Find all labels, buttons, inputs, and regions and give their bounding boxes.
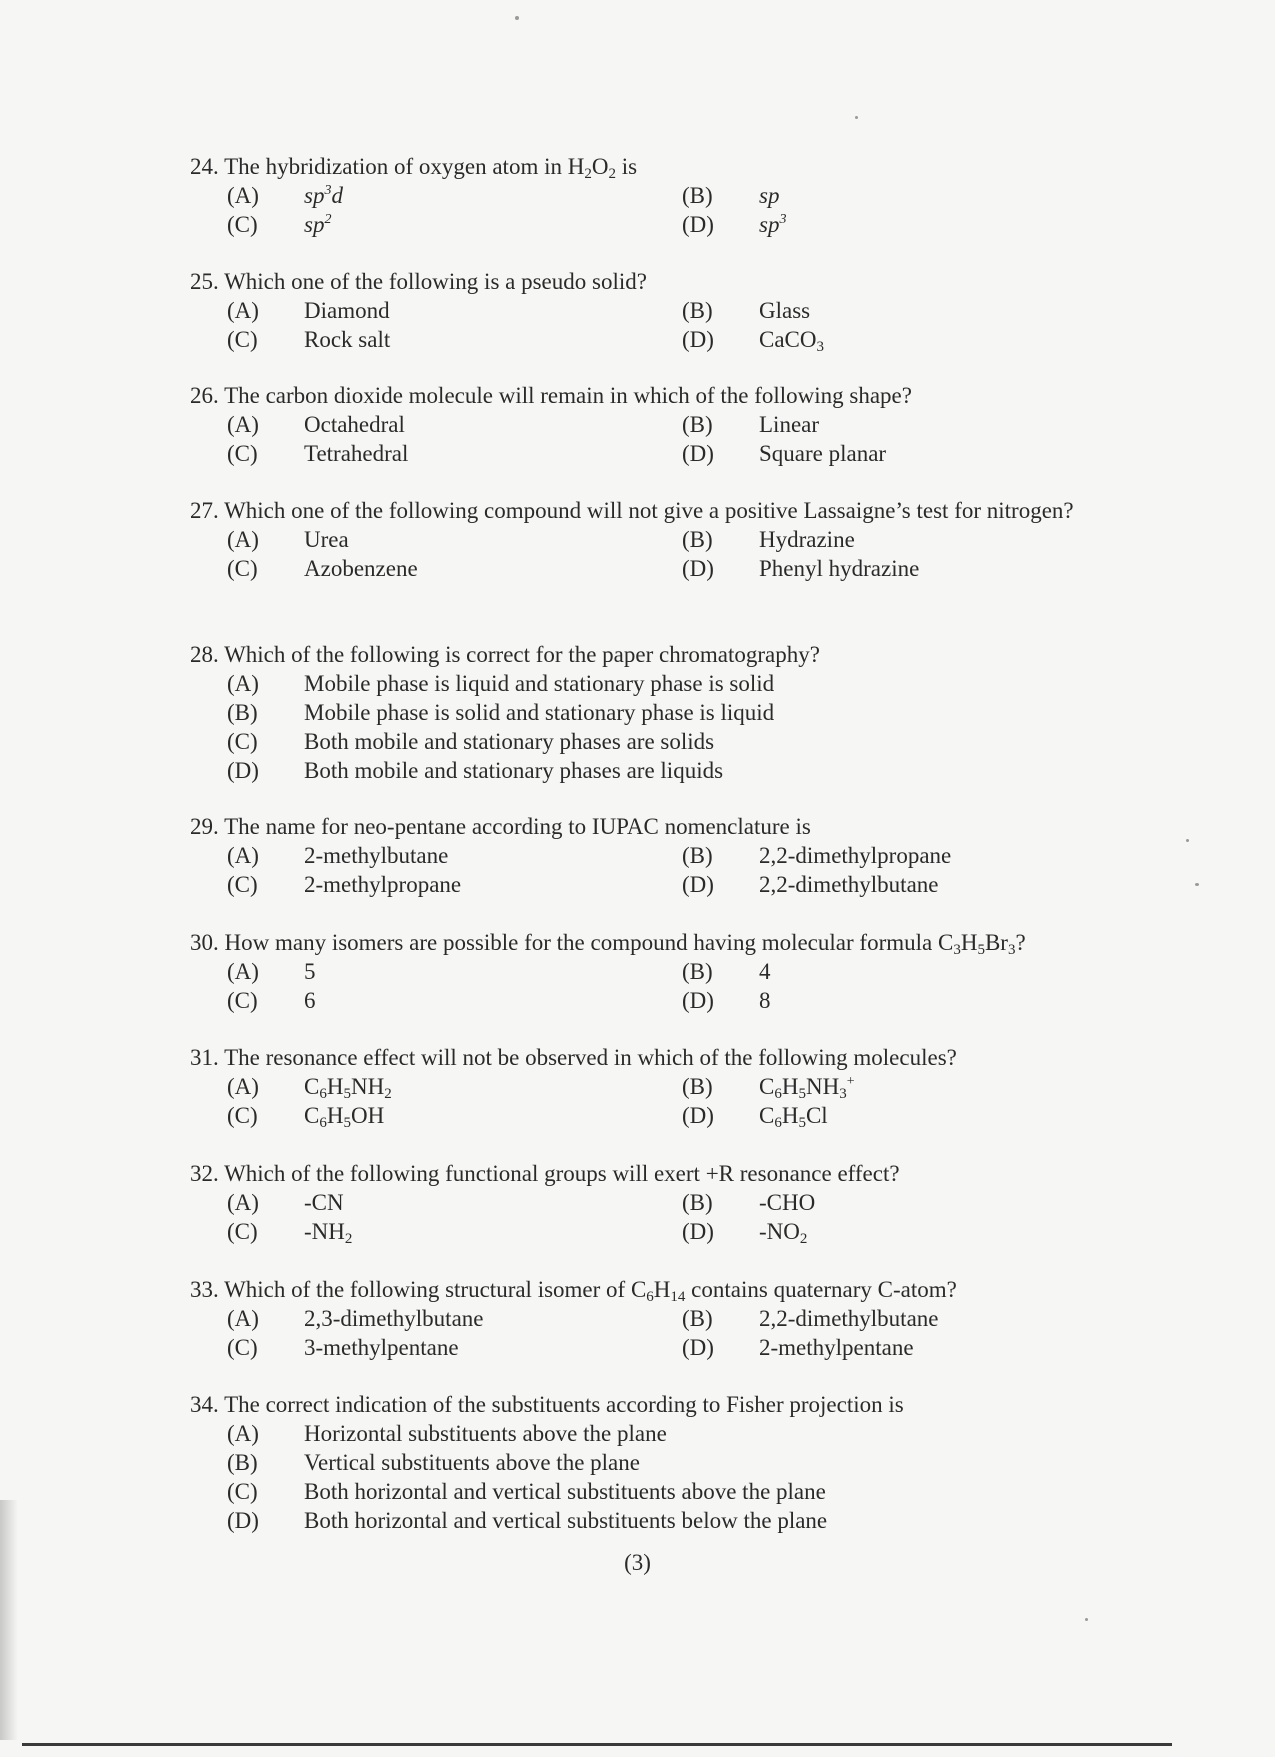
- options: [227, 841, 1140, 899]
- option-label: (A): [227, 412, 259, 437]
- option-text: 2-methylpentane: [759, 1335, 914, 1360]
- question-stem: 26. The carbon dioxide molecule will remain in which of the following shape?: [190, 383, 912, 408]
- option-text: Tetrahedral: [304, 441, 409, 466]
- option-text: Horizontal substituents above the plane: [304, 1421, 667, 1446]
- question-29: [190, 812, 1140, 899]
- option-label: (C): [227, 1219, 258, 1244]
- option-label: (C): [227, 441, 258, 466]
- option-label: (D): [682, 1335, 714, 1360]
- option-text: $sp^2$: [304, 212, 332, 237]
- option-text: Vertical substituents above the plane: [304, 1450, 640, 1475]
- question-31: [190, 1043, 1140, 1130]
- option-label: (B): [682, 1190, 713, 1215]
- options: [227, 410, 1140, 468]
- scan-speck: [855, 116, 858, 119]
- option-label: (C): [227, 872, 258, 897]
- question-stem: 24. The hybridization of oxygen atom in $H_2O_2$ is: [190, 154, 638, 182]
- option-label: (C): [227, 212, 258, 237]
- option-text: $sp^3$: [759, 212, 787, 237]
- options: [227, 525, 1140, 583]
- option-text: 5: [304, 959, 316, 984]
- option-label: (B): [682, 183, 713, 208]
- option-text: Both horizontal and vertical substituents above the plane: [304, 1479, 826, 1504]
- option-text: $-NO_2$: [759, 1219, 808, 1247]
- scan-speck: [515, 16, 519, 20]
- option-text: 8: [759, 988, 771, 1013]
- options: [227, 1188, 1140, 1246]
- option-label: (A): [227, 1421, 259, 1446]
- option-text: 4: [759, 959, 771, 984]
- option-text: Linear: [759, 412, 820, 437]
- option-text: Both mobile and stationary phases are liquids: [304, 758, 724, 783]
- option-label: (C): [227, 1335, 258, 1360]
- options: [227, 296, 1140, 354]
- option-text: $C_6H_5OH$: [304, 1103, 385, 1131]
- option-text: $sp^3d$: [304, 183, 343, 208]
- option-label: (B): [682, 959, 713, 984]
- option-label: (B): [227, 700, 258, 725]
- option-text: Rock salt: [304, 327, 391, 352]
- question-stem: 32. Which of the following functional groups will exert +R resonance effect?: [190, 1161, 900, 1186]
- option-text: Glass: [759, 298, 811, 323]
- options: [227, 181, 1140, 239]
- option-text: sp: [759, 183, 780, 208]
- option-label: (A): [227, 183, 259, 208]
- question-stem: 34. The correct indication of the substituents according to Fisher projection is: [190, 1392, 904, 1417]
- scan-speck: [1186, 839, 1189, 842]
- question-25: [190, 267, 1140, 354]
- question-stem: 25. Which one of the following is a pseudo solid?: [190, 269, 647, 294]
- option-label: (A): [227, 1190, 259, 1215]
- options: [227, 957, 1140, 1015]
- option-label: (D): [682, 327, 714, 352]
- option-label: (D): [227, 1508, 259, 1533]
- option-text: $-NH_2$: [304, 1219, 353, 1247]
- option-text: 3-methylpentane: [304, 1335, 459, 1360]
- option-label: (D): [682, 1219, 714, 1244]
- option-label: (B): [682, 527, 713, 552]
- question-stem: 28. Which of the following is correct for the paper chromatography?: [190, 642, 820, 667]
- options: [227, 669, 1140, 785]
- option-text: CaCO$_3$: [759, 327, 824, 355]
- option-label: (D): [682, 988, 714, 1013]
- option-label: (D): [682, 1103, 714, 1128]
- option-text: 2,2-dimethylpropane: [759, 843, 952, 868]
- question-34: [190, 1390, 1140, 1535]
- option-label: (C): [227, 988, 258, 1013]
- option-label: (A): [227, 1306, 259, 1331]
- option-label: (C): [227, 1479, 258, 1504]
- question-30: [190, 928, 1140, 1015]
- option-label: (D): [682, 556, 714, 581]
- option-label: (B): [227, 1450, 258, 1475]
- option-label: (C): [227, 1103, 258, 1128]
- question-stem: 30. How many isomers are possible for the compound having molecular formula $C_3H_5Br_3$?: [190, 930, 1026, 958]
- options: [227, 1072, 1140, 1130]
- option-label: (B): [682, 412, 713, 437]
- option-text: -CN: [304, 1190, 344, 1215]
- option-label: (A): [227, 843, 259, 868]
- option-text: Mobile phase is liquid and stationary phase is solid: [304, 671, 775, 696]
- bottom-rule: [22, 1743, 1172, 1746]
- scan-speck: [1085, 1618, 1088, 1621]
- option-label: (B): [682, 1074, 713, 1099]
- option-label: (C): [227, 327, 258, 352]
- option-text: Both horizontal and vertical substituents below the plane: [304, 1508, 828, 1533]
- option-text: Mobile phase is solid and stationary phase is liquid: [304, 700, 775, 725]
- option-label: (A): [227, 671, 259, 696]
- option-text: 2,2-dimethylbutane: [759, 1306, 939, 1331]
- option-text: $C_6H_5NH_2$: [304, 1074, 392, 1102]
- option-text: 6: [304, 988, 316, 1013]
- scan-edge-shadow: [0, 1500, 18, 1740]
- option-text: Square planar: [759, 441, 887, 466]
- option-text: 2-methylpropane: [304, 872, 462, 897]
- option-text: Both mobile and stationary phases are solids: [304, 729, 715, 754]
- scan-speck: [1195, 883, 1199, 886]
- question-stem: 33. Which of the following structural isomer of $C_6H_{14}$ contains quaternary C-atom?: [190, 1277, 957, 1305]
- question-28: [190, 640, 1140, 785]
- question-33: [190, 1275, 1140, 1362]
- option-label: (D): [227, 758, 259, 783]
- question-32: [190, 1159, 1140, 1246]
- question-stem: 31. The resonance effect will not be observed in which of the following molecules?: [190, 1045, 957, 1070]
- option-text: $C_6H_5Cl$: [759, 1103, 828, 1131]
- option-text: $C_6H_5NH_3^+$: [759, 1074, 855, 1102]
- option-label: (B): [682, 843, 713, 868]
- option-text: 2-methylbutane: [304, 843, 449, 868]
- question-stem: 29. The name for neo-pentane according to IUPAC nomenclature is: [190, 814, 811, 839]
- option-text: Urea: [304, 527, 349, 552]
- page-number: (3): [624, 1550, 651, 1575]
- option-label: (C): [227, 729, 258, 754]
- options: [227, 1304, 1140, 1362]
- option-label: (B): [682, 1306, 713, 1331]
- options: [227, 1419, 1140, 1535]
- option-text: Hydrazine: [759, 527, 855, 552]
- question-26: [190, 381, 1140, 468]
- option-label: (D): [682, 872, 714, 897]
- option-text: Octahedral: [304, 412, 405, 437]
- option-label: (B): [682, 298, 713, 323]
- option-text: Diamond: [304, 298, 390, 323]
- option-text: -CHO: [759, 1190, 816, 1215]
- option-label: (C): [227, 556, 258, 581]
- option-label: (A): [227, 298, 259, 323]
- option-text: 2,2-dimethylbutane: [759, 872, 939, 897]
- question-24: [190, 152, 1140, 239]
- option-label: (A): [227, 1074, 259, 1099]
- option-label: (A): [227, 959, 259, 984]
- option-label: (D): [682, 212, 714, 237]
- option-text: 2,3-dimethylbutane: [304, 1306, 484, 1331]
- question-27: [190, 496, 1140, 583]
- option-label: (D): [682, 441, 714, 466]
- option-label: (A): [227, 527, 259, 552]
- question-stem: 27. Which one of the following compound will not give a positive Lassaigne’s test for nitrogen?: [190, 498, 1074, 523]
- option-text: Phenyl hydrazine: [759, 556, 920, 581]
- option-text: Azobenzene: [304, 556, 418, 581]
